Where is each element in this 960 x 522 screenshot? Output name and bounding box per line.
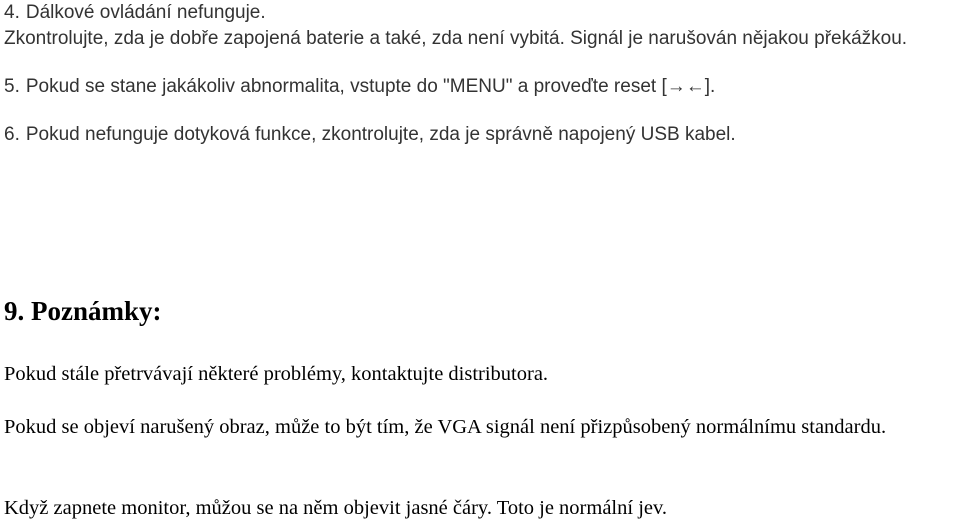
item-number: 5. bbox=[4, 76, 20, 97]
note-paragraph-3: Když zapnete monitor, můžou se na něm objevit jasné čáry. Toto je normální jev. bbox=[4, 497, 668, 519]
troubleshooting-list bbox=[4, 0, 954, 170]
troubleshooting-item-6 bbox=[4, 122, 954, 148]
item-title: Dálkové ovládání nefunguje. bbox=[25, 2, 266, 23]
troubleshooting-item-4 bbox=[4, 0, 954, 52]
item-text: Pokud se stane jakákoliv abnormalita, vstupte do "MENU" a proveďte reset [→←]. bbox=[25, 76, 716, 97]
item-number: 4. bbox=[4, 2, 20, 23]
item-text: Pokud nefunguje dotyková funkce, zkontrolujte, zda je správně napojený USB kabel. bbox=[25, 124, 736, 145]
item-text: Zkontrolujte, zda je dobře zapojená baterie a také, zda není vybitá. Signál je narušován nějakou překážkou. bbox=[4, 28, 908, 49]
section-heading: 9. Poznámky: bbox=[4, 296, 162, 326]
item-number: 6. bbox=[4, 124, 20, 145]
note-paragraph-2: Pokud se objeví narušený obraz, může to být tím, že VGA signál není přizpůsobený normálnímu standardu. bbox=[4, 416, 887, 438]
note-paragraph-1: Pokud stále přetrvávají některé problémy, kontaktujte distributora. bbox=[4, 363, 549, 385]
troubleshooting-item-5 bbox=[4, 74, 954, 100]
troubleshooting-item-4-title-line bbox=[4, 0, 954, 26]
